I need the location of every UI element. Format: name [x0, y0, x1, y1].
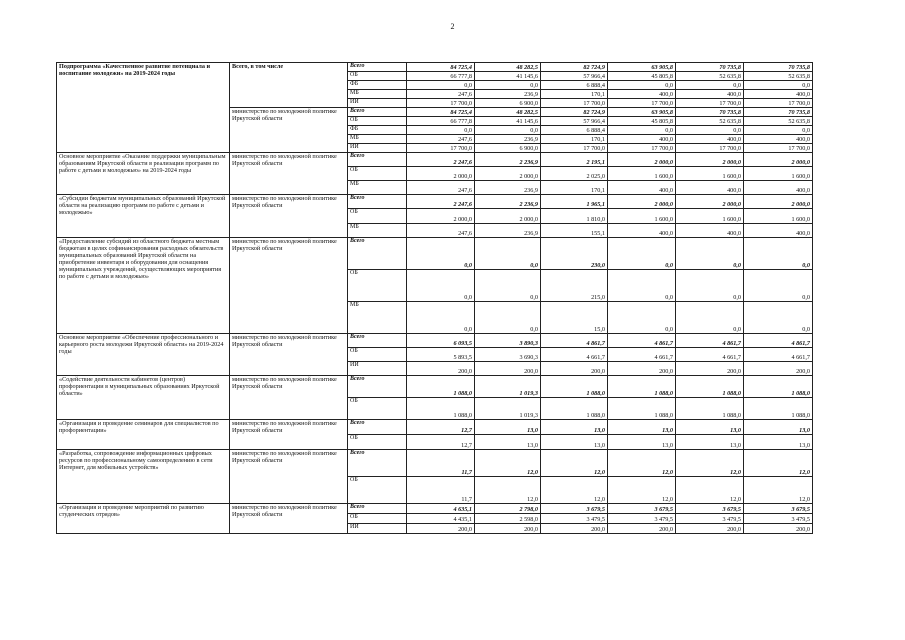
- amount-cell: 0,0: [744, 302, 813, 334]
- program-title: Подпрограмма «Качественное развитие потенциала и воспитание молодежи» на 2019-2024 годы: [57, 63, 230, 153]
- amount-cell: 3 690,3: [475, 348, 541, 362]
- funding-source: ОБ: [348, 117, 407, 126]
- amount-cell: 0,0: [407, 81, 475, 90]
- budget-table: [56, 62, 813, 534]
- amount-cell: 4 661,7: [608, 348, 676, 362]
- amount-cell: 52 635,8: [744, 72, 813, 81]
- amount-cell: 52 635,8: [676, 117, 744, 126]
- amount-cell: 0,0: [676, 270, 744, 302]
- amount-cell: 0,0: [407, 126, 475, 135]
- page-number: 2: [450, 22, 455, 31]
- amount-cell: 57 966,4: [541, 72, 608, 81]
- funding-source: Всего: [348, 108, 407, 117]
- table-row: [57, 63, 813, 72]
- amount-cell: 247,6: [407, 135, 475, 144]
- amount-cell: 4 661,7: [541, 348, 608, 362]
- amount-cell: 52 635,8: [744, 117, 813, 126]
- amount-cell: 63 905,8: [608, 63, 676, 72]
- amount-cell: 170,1: [541, 135, 608, 144]
- amount-cell: 170,1: [541, 90, 608, 99]
- amount-cell: 13,0: [676, 420, 744, 435]
- amount-cell: 247,6: [407, 224, 475, 238]
- amount-cell: 2 000,0: [608, 195, 676, 209]
- amount-cell: 2 247,6: [407, 195, 475, 209]
- amount-cell: 1 019,3: [475, 398, 541, 420]
- amount-cell: 12,0: [744, 450, 813, 477]
- table-row: [57, 376, 813, 398]
- amount-cell: 1 600,0: [676, 167, 744, 181]
- amount-cell: 84 725,4: [407, 63, 475, 72]
- amount-cell: 4 861,7: [744, 334, 813, 348]
- amount-cell: 4 861,7: [676, 334, 744, 348]
- funding-source: ИИ: [348, 524, 407, 534]
- amount-cell: 2 000,0: [744, 195, 813, 209]
- amount-cell: 236,9: [475, 181, 541, 195]
- table-row: [57, 153, 813, 167]
- amount-cell: 200,0: [744, 524, 813, 534]
- amount-cell: 0,0: [608, 270, 676, 302]
- funding-source: Всего: [348, 450, 407, 477]
- program-title: «Предоставление субсидий из областного бюджета местным бюджетам в целях софинансирования расходных обязательств муниципальных образований Иркутской области на приобретение инвентаря и оборудования для оснащения муниципальных учреждений, осуществляющих мероприятия по работе с детьми и молодежью»: [57, 238, 230, 334]
- amount-cell: 400,0: [608, 224, 676, 238]
- amount-cell: 3 479,5: [608, 514, 676, 524]
- amount-cell: 17 700,0: [744, 144, 813, 153]
- amount-cell: 3 479,5: [744, 514, 813, 524]
- amount-cell: 400,0: [608, 135, 676, 144]
- amount-cell: 0,0: [475, 238, 541, 270]
- funding-source: МБ: [348, 90, 407, 99]
- funding-source: ОБ: [348, 348, 407, 362]
- amount-cell: 200,0: [676, 362, 744, 376]
- amount-cell: 6 093,5: [407, 334, 475, 348]
- funding-source: Всего: [348, 195, 407, 209]
- responsible-executor: министерство по молодежной политике Иркутской области: [230, 153, 348, 195]
- table-row: [57, 334, 813, 348]
- amount-cell: 13,0: [608, 420, 676, 435]
- amount-cell: 200,0: [407, 524, 475, 534]
- funding-source: Всего: [348, 153, 407, 167]
- amount-cell: 66 777,8: [407, 72, 475, 81]
- amount-cell: 12,0: [676, 450, 744, 477]
- amount-cell: 200,0: [608, 362, 676, 376]
- amount-cell: 2 000,0: [676, 195, 744, 209]
- amount-cell: 1 088,0: [407, 376, 475, 398]
- funding-source: МБ: [348, 302, 407, 334]
- amount-cell: 4 861,7: [541, 334, 608, 348]
- amount-cell: 2 000,0: [608, 153, 676, 167]
- amount-cell: 41 145,6: [475, 117, 541, 126]
- table-row: [57, 450, 813, 477]
- funding-source: Всего: [348, 420, 407, 435]
- amount-cell: 0,0: [744, 238, 813, 270]
- amount-cell: 66 777,8: [407, 117, 475, 126]
- amount-cell: 0,0: [744, 126, 813, 135]
- amount-cell: 2 000,0: [744, 153, 813, 167]
- amount-cell: 1 088,0: [744, 376, 813, 398]
- amount-cell: 82 724,9: [541, 63, 608, 72]
- funding-source: ОБ: [348, 435, 407, 450]
- program-title: «Субсидии бюджетам муниципальных образований Иркутской области на реализацию программ по работе с детьми и молодежью»: [57, 195, 230, 238]
- amount-cell: 70 735,8: [744, 108, 813, 117]
- amount-cell: 48 282,5: [475, 108, 541, 117]
- responsible-executor: Всего, в том числе: [230, 63, 348, 108]
- amount-cell: 1 088,0: [608, 376, 676, 398]
- table-row: [57, 420, 813, 435]
- amount-cell: 11,7: [407, 450, 475, 477]
- amount-cell: 236,9: [475, 224, 541, 238]
- amount-cell: 200,0: [475, 362, 541, 376]
- funding-source: ИИ: [348, 99, 407, 108]
- amount-cell: 3 679,5: [744, 504, 813, 514]
- amount-cell: 2 000,0: [676, 153, 744, 167]
- funding-source: ИИ: [348, 362, 407, 376]
- amount-cell: 400,0: [608, 90, 676, 99]
- funding-source: ФБ: [348, 126, 407, 135]
- amount-cell: 6 888,4: [541, 126, 608, 135]
- amount-cell: 0,0: [475, 126, 541, 135]
- program-title: Основное мероприятие «Обеспечение профессионального и карьерного роста молодежи Иркутской области» на 2019-2024 годы: [57, 334, 230, 376]
- amount-cell: 0,0: [608, 81, 676, 90]
- amount-cell: 1 088,0: [541, 398, 608, 420]
- amount-cell: 13,0: [744, 435, 813, 450]
- amount-cell: 400,0: [744, 224, 813, 238]
- amount-cell: 230,0: [541, 238, 608, 270]
- funding-source: Всего: [348, 376, 407, 398]
- table-row: [57, 195, 813, 209]
- program-title: «Организация и проведение семинаров для специалистов по профориентации»: [57, 420, 230, 450]
- amount-cell: 13,0: [541, 420, 608, 435]
- responsible-executor: министерство по молодежной политике Иркутской области: [230, 238, 348, 334]
- amount-cell: 200,0: [608, 524, 676, 534]
- amount-cell: 1 600,0: [608, 167, 676, 181]
- program-title: «Содействие деятельности кабинетов (центров) профориентации в муниципальных образованиях Иркутской области»: [57, 376, 230, 420]
- funding-source: МБ: [348, 181, 407, 195]
- amount-cell: 400,0: [744, 90, 813, 99]
- amount-cell: 0,0: [407, 238, 475, 270]
- amount-cell: 200,0: [744, 362, 813, 376]
- amount-cell: 2 247,6: [407, 153, 475, 167]
- amount-cell: 0,0: [475, 302, 541, 334]
- amount-cell: 200,0: [407, 362, 475, 376]
- funding-source: ОБ: [348, 514, 407, 524]
- program-title: «Организация и проведение мероприятий по развитию студенческих отрядов»: [57, 504, 230, 534]
- amount-cell: 13,0: [475, 420, 541, 435]
- amount-cell: 0,0: [676, 238, 744, 270]
- amount-cell: 1 088,0: [744, 398, 813, 420]
- amount-cell: 2 000,0: [475, 167, 541, 181]
- amount-cell: 0,0: [608, 126, 676, 135]
- amount-cell: 1 088,0: [676, 376, 744, 398]
- amount-cell: 1 088,0: [407, 398, 475, 420]
- funding-source: МБ: [348, 135, 407, 144]
- amount-cell: 0,0: [475, 81, 541, 90]
- amount-cell: 45 805,8: [608, 117, 676, 126]
- amount-cell: 1 088,0: [541, 376, 608, 398]
- amount-cell: 0,0: [676, 126, 744, 135]
- amount-cell: 4 661,7: [744, 348, 813, 362]
- amount-cell: 1 019,3: [475, 376, 541, 398]
- responsible-executor: министерство по молодежной политике Иркутской области: [230, 450, 348, 504]
- responsible-executor: министерство по молодежной политике Иркутской области: [230, 504, 348, 534]
- funding-source: ОБ: [348, 270, 407, 302]
- amount-cell: 12,7: [407, 435, 475, 450]
- amount-cell: 48 282,5: [475, 63, 541, 72]
- funding-source: Всего: [348, 63, 407, 72]
- amount-cell: 3 679,5: [608, 504, 676, 514]
- amount-cell: 2 000,0: [475, 209, 541, 224]
- amount-cell: 17 700,0: [407, 144, 475, 153]
- amount-cell: 0,0: [475, 270, 541, 302]
- amount-cell: 0,0: [676, 81, 744, 90]
- amount-cell: 400,0: [744, 135, 813, 144]
- amount-cell: 13,0: [744, 420, 813, 435]
- amount-cell: 0,0: [676, 302, 744, 334]
- amount-cell: 12,0: [541, 450, 608, 477]
- amount-cell: 2 236,9: [475, 153, 541, 167]
- amount-cell: 84 725,4: [407, 108, 475, 117]
- amount-cell: 200,0: [541, 524, 608, 534]
- amount-cell: 17 700,0: [608, 99, 676, 108]
- amount-cell: 70 735,8: [744, 63, 813, 72]
- amount-cell: 0,0: [608, 302, 676, 334]
- amount-cell: 13,0: [676, 435, 744, 450]
- amount-cell: 2 236,9: [475, 195, 541, 209]
- amount-cell: 13,0: [475, 435, 541, 450]
- amount-cell: 400,0: [676, 90, 744, 99]
- funding-source: Всего: [348, 238, 407, 270]
- amount-cell: 17 700,0: [541, 99, 608, 108]
- amount-cell: 3 679,5: [541, 504, 608, 514]
- amount-cell: 6 900,0: [475, 144, 541, 153]
- amount-cell: 17 700,0: [676, 144, 744, 153]
- amount-cell: 200,0: [475, 524, 541, 534]
- amount-cell: 400,0: [676, 135, 744, 144]
- program-title: Основное мероприятие «Оказание поддержки муниципальным образованиям Иркутской области в реализации программ по работе с детьми и молодежью» на 2019-2024 годы: [57, 153, 230, 195]
- amount-cell: 12,0: [608, 477, 676, 504]
- amount-cell: 45 805,8: [608, 72, 676, 81]
- amount-cell: 17 700,0: [608, 144, 676, 153]
- table-row: [57, 238, 813, 270]
- amount-cell: 12,0: [676, 477, 744, 504]
- amount-cell: 247,6: [407, 181, 475, 195]
- amount-cell: 0,0: [407, 302, 475, 334]
- amount-cell: 3 679,5: [676, 504, 744, 514]
- amount-cell: 11,7: [407, 477, 475, 504]
- amount-cell: 13,0: [541, 435, 608, 450]
- amount-cell: 170,1: [541, 181, 608, 195]
- amount-cell: 3 479,5: [541, 514, 608, 524]
- amount-cell: 12,0: [541, 477, 608, 504]
- amount-cell: 0,0: [744, 81, 813, 90]
- funding-source: ФБ: [348, 81, 407, 90]
- amount-cell: 70 735,8: [676, 63, 744, 72]
- amount-cell: 1 600,0: [744, 167, 813, 181]
- amount-cell: 12,0: [608, 450, 676, 477]
- funding-source: ОБ: [348, 167, 407, 181]
- amount-cell: 5 893,5: [407, 348, 475, 362]
- amount-cell: 12,0: [475, 477, 541, 504]
- amount-cell: 12,0: [475, 450, 541, 477]
- funding-source: ОБ: [348, 72, 407, 81]
- amount-cell: 17 700,0: [407, 99, 475, 108]
- amount-cell: 2 798,0: [475, 504, 541, 514]
- amount-cell: 4 861,7: [608, 334, 676, 348]
- amount-cell: 2 000,0: [407, 209, 475, 224]
- amount-cell: 2 000,0: [407, 167, 475, 181]
- amount-cell: 2 598,0: [475, 514, 541, 524]
- amount-cell: 82 724,9: [541, 108, 608, 117]
- amount-cell: 247,6: [407, 90, 475, 99]
- amount-cell: 12,7: [407, 420, 475, 435]
- amount-cell: 4 635,1: [407, 504, 475, 514]
- amount-cell: 17 700,0: [744, 99, 813, 108]
- funding-source: МБ: [348, 224, 407, 238]
- amount-cell: 1 810,0: [541, 209, 608, 224]
- amount-cell: 0,0: [608, 238, 676, 270]
- amount-cell: 2 195,1: [541, 153, 608, 167]
- funding-source: ИИ: [348, 144, 407, 153]
- amount-cell: 13,0: [608, 435, 676, 450]
- funding-source: ОБ: [348, 477, 407, 504]
- amount-cell: 200,0: [676, 524, 744, 534]
- amount-cell: 57 966,4: [541, 117, 608, 126]
- amount-cell: 400,0: [676, 224, 744, 238]
- funding-source: Всего: [348, 334, 407, 348]
- amount-cell: 236,9: [475, 90, 541, 99]
- amount-cell: 1 088,0: [676, 398, 744, 420]
- responsible-executor: министерство по молодежной политике Иркутской области: [230, 420, 348, 450]
- amount-cell: 12,0: [744, 477, 813, 504]
- program-title: «Разработка, сопровождение информационных цифровых ресурсов по профессиональному самоопределению в сети Интернет, для мобильных устройств»: [57, 450, 230, 504]
- funding-source: ОБ: [348, 398, 407, 420]
- amount-cell: 52 635,8: [676, 72, 744, 81]
- amount-cell: 2 025,0: [541, 167, 608, 181]
- funding-source: Всего: [348, 504, 407, 514]
- amount-cell: 0,0: [407, 270, 475, 302]
- funding-source: ОБ: [348, 209, 407, 224]
- amount-cell: 4 661,7: [676, 348, 744, 362]
- amount-cell: 215,0: [541, 270, 608, 302]
- table-row: [57, 504, 813, 514]
- amount-cell: 17 700,0: [676, 99, 744, 108]
- amount-cell: 1 600,0: [676, 209, 744, 224]
- amount-cell: 15,0: [541, 302, 608, 334]
- amount-cell: 0,0: [744, 270, 813, 302]
- amount-cell: 1 088,0: [608, 398, 676, 420]
- amount-cell: 17 700,0: [541, 144, 608, 153]
- amount-cell: 200,0: [541, 362, 608, 376]
- amount-cell: 3 890,3: [475, 334, 541, 348]
- responsible-executor: министерство по молодежной политике Иркутской области: [230, 376, 348, 420]
- amount-cell: 6 900,0: [475, 99, 541, 108]
- amount-cell: 4 435,1: [407, 514, 475, 524]
- amount-cell: 1 600,0: [608, 209, 676, 224]
- amount-cell: 1 965,1: [541, 195, 608, 209]
- responsible-executor: министерство по молодежной политике Иркутской области: [230, 195, 348, 238]
- amount-cell: 63 905,8: [608, 108, 676, 117]
- amount-cell: 6 888,4: [541, 81, 608, 90]
- amount-cell: 400,0: [676, 181, 744, 195]
- amount-cell: 155,1: [541, 224, 608, 238]
- amount-cell: 70 735,8: [676, 108, 744, 117]
- responsible-executor: министерство по молодежной политике Иркутской области: [230, 108, 348, 153]
- amount-cell: 400,0: [744, 181, 813, 195]
- responsible-executor: министерство по молодежной политике Иркутской области: [230, 334, 348, 376]
- amount-cell: 3 479,5: [676, 514, 744, 524]
- amount-cell: 236,9: [475, 135, 541, 144]
- amount-cell: 41 145,6: [475, 72, 541, 81]
- amount-cell: 400,0: [608, 181, 676, 195]
- amount-cell: 1 600,0: [744, 209, 813, 224]
